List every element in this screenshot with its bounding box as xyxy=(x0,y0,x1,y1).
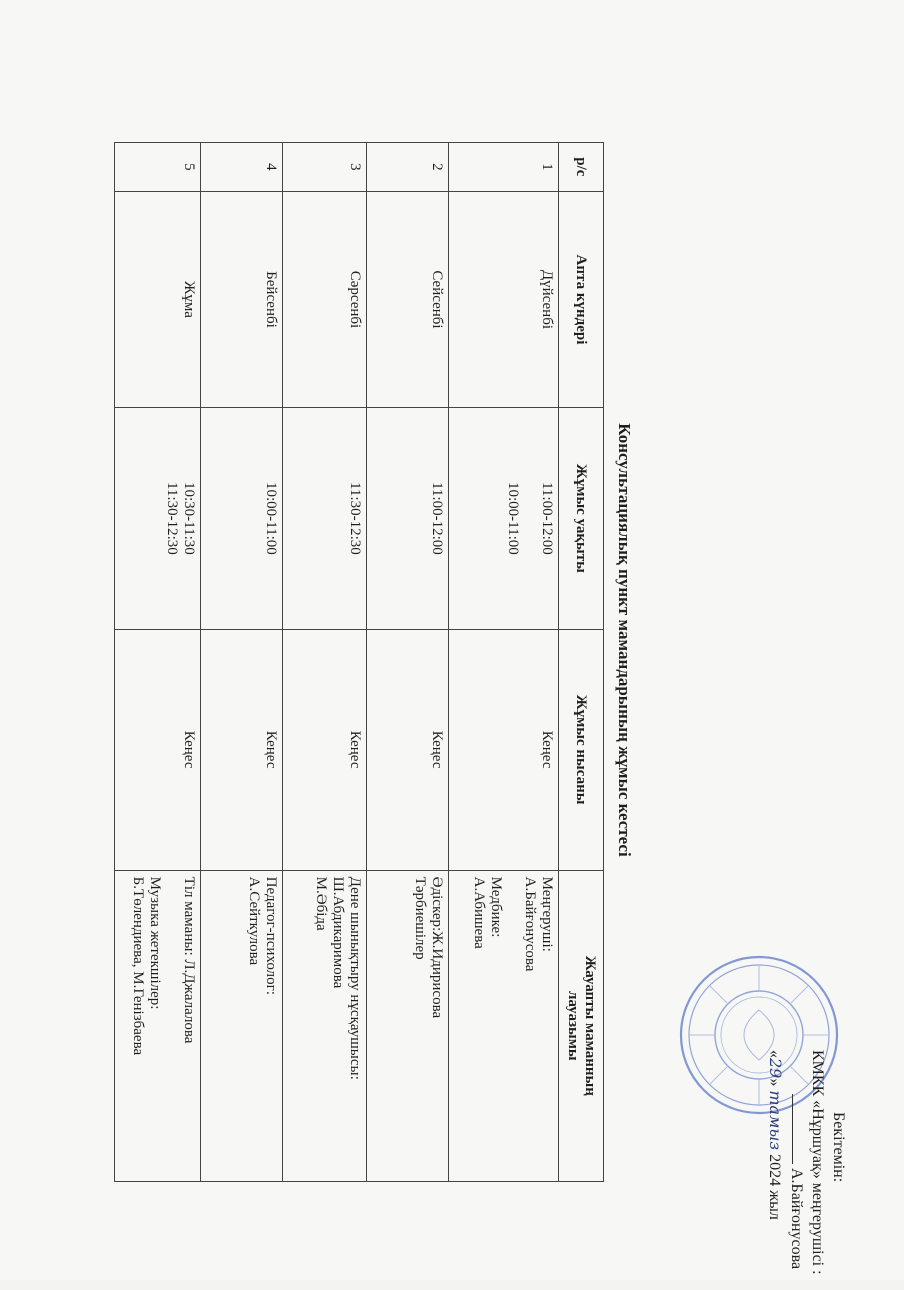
row-form: Кеңес xyxy=(449,629,559,870)
row-day: Сейсенбі xyxy=(367,191,449,407)
row-position: Әдіскер:Ж.Идирисова Тәрбиешілер xyxy=(367,870,449,1181)
table-row xyxy=(367,143,449,1182)
approval-date-year: 2024 жыл xyxy=(766,1154,783,1220)
row-position: Тіл маманы: Л.Джалалова Музыка жетекшілер: Б.Төлендиева, М.Генізбаева xyxy=(115,870,201,1181)
document-title: Консультациялық пункт мамандарының жұмыс кестесі xyxy=(615,423,634,857)
row-day: Бейсенбі xyxy=(201,191,283,407)
table-row xyxy=(115,143,201,1182)
row-num: 1 xyxy=(449,143,559,192)
row-form: Кеңес xyxy=(115,629,201,870)
approval-title: Бекітемін: xyxy=(830,1112,847,1183)
row-time: 10:30-11:30 11:30-12:30 xyxy=(115,408,201,629)
row-time: 10:00-11:00 xyxy=(201,408,283,629)
row-position: Дене шынықтыру нұсқаушысы: Ш.Абдикаримова М.Әбіда xyxy=(283,870,367,1181)
row-form: Кеңес xyxy=(201,629,283,870)
header-position: Жауапты маманның лауазымы xyxy=(559,870,604,1181)
approval-block xyxy=(764,1050,849,1290)
row-day: Дүйсенбі xyxy=(449,191,559,407)
table-row xyxy=(449,143,559,1182)
table-row xyxy=(283,143,367,1182)
signature-mark xyxy=(792,1094,807,1164)
header-num: р/с xyxy=(559,143,604,192)
table-header-row xyxy=(559,143,604,1182)
row-time: 11:00-12:00 xyxy=(367,408,449,629)
row-num: 4 xyxy=(201,143,283,192)
table-row xyxy=(201,143,283,1182)
header-day: Апта күндері xyxy=(559,191,604,407)
row-num: 5 xyxy=(115,143,201,192)
row-time: 11:30-12:30 xyxy=(283,408,367,629)
row-num: 2 xyxy=(367,143,449,192)
row-form: Кеңес xyxy=(367,629,449,870)
approval-date-month: тамыз xyxy=(766,1090,785,1151)
row-position: Меңгеруші: А.Байғонусова Медбике: А.Абишева xyxy=(449,870,559,1181)
row-time: 11:00-12:00 10:00-11:00 xyxy=(449,408,559,629)
row-position: Педагог-психолог: А.Сейткулова xyxy=(201,870,283,1181)
schedule-table xyxy=(114,142,604,1182)
approval-signature-line xyxy=(786,1050,807,1290)
row-num: 3 xyxy=(283,143,367,192)
header-form: Жұмыс нысаны xyxy=(559,629,604,870)
row-form: Кеңес xyxy=(283,629,367,870)
row-day: Жұма xyxy=(115,191,201,407)
approval-date: «29» тамыз 2024 жыл xyxy=(766,1050,785,1220)
approval-org-line: КМКК «Нұршуақ» меңгерушісі : xyxy=(809,1050,826,1275)
row-day: Сәрсенбі xyxy=(283,191,367,407)
approval-name: А.Байғонусова xyxy=(788,1168,805,1270)
header-time: Жұмыс уақыты xyxy=(559,408,604,629)
approval-date-day: 29 xyxy=(766,1058,785,1079)
